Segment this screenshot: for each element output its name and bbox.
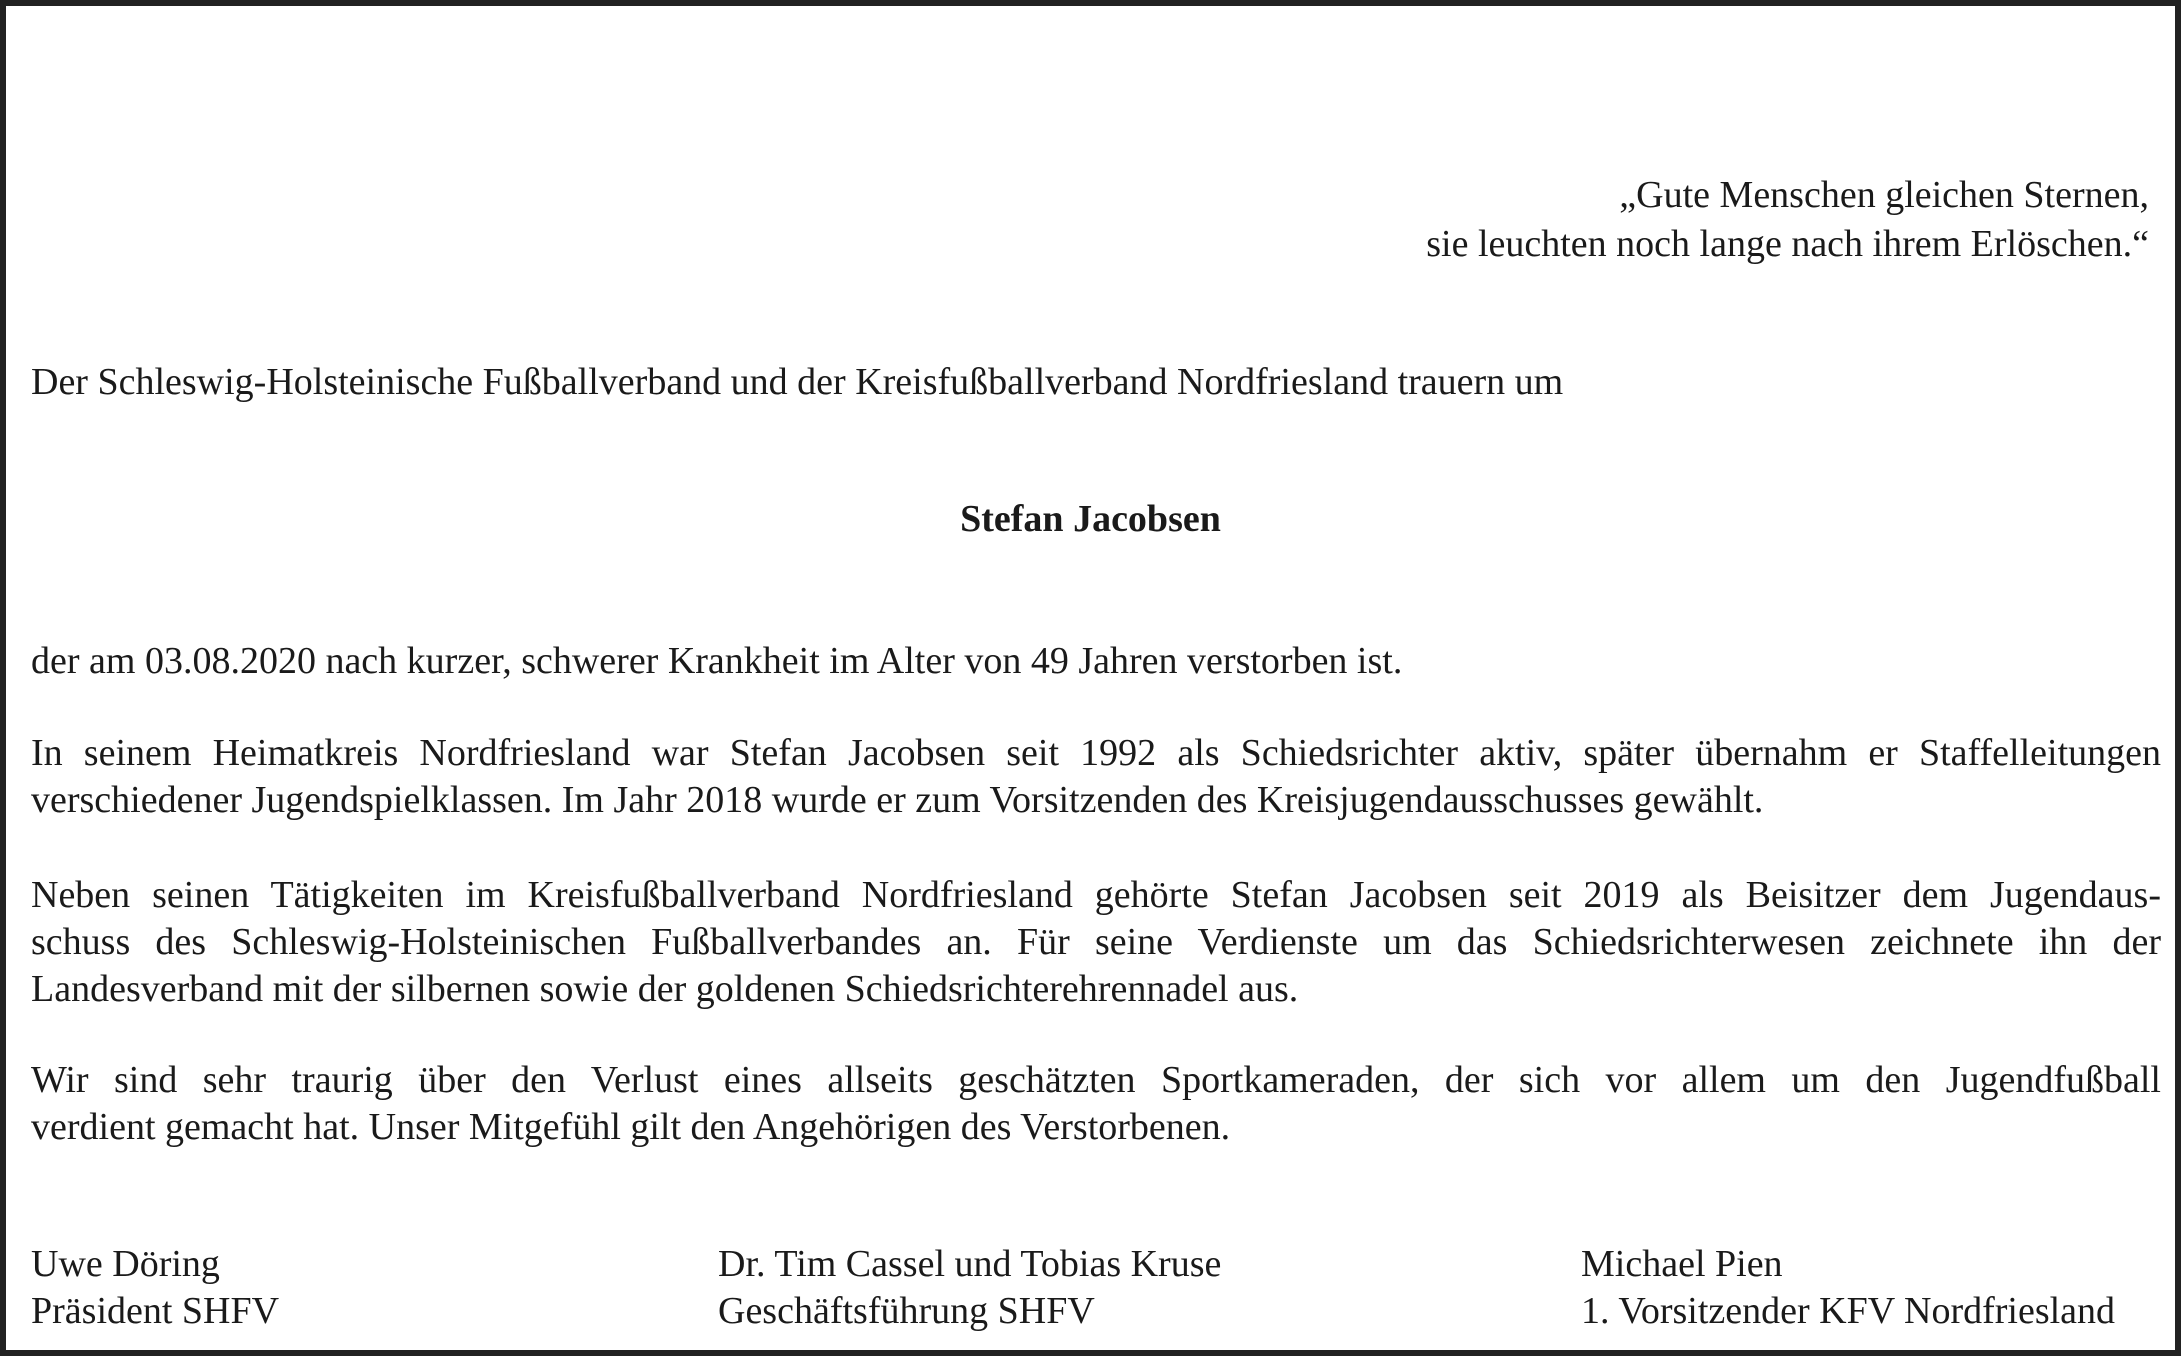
deceased-name: Stefan Jacobsen (960, 498, 1221, 540)
intro-text: Der Schleswig-Holsteinische Fußballverband und der Kreisfußballverband Nordfriesland trauern um (31, 361, 1564, 403)
signatory-role: Geschäftsführung SHFV (718, 1290, 1095, 1332)
paragraph-line: Wir sind sehr traurig über den Verlust eines allseits geschätzten Sportkameraden, der sich vor allem um den Jugendfußball (31, 1059, 2161, 1101)
signatory-name: Uwe Döring (31, 1243, 220, 1285)
death-notice-line: der am 03.08.2020 nach kurzer, schwerer Krankheit im Alter von 49 Jahren verstorben ist. (31, 640, 1403, 682)
quote-line: sie leuchten noch lange nach ihrem Erlöschen.“ (1426, 223, 2149, 265)
paragraph-line: schuss des Schleswig-Holsteinischen Fußballverbandes an. Für seine Verdienste um das Schiedsrichterwesen zeichnete ihn der (31, 921, 2161, 963)
paragraph-line: Landesverband mit der silbernen sowie der goldenen Schiedsrichterehrennadel aus. (31, 968, 1299, 1010)
paragraph-honors (31, 872, 2161, 1013)
quote-line: „Gute Menschen gleichen Sternen, (1619, 174, 2149, 216)
paragraph-career (31, 730, 2161, 824)
signatory-role: Präsident SHFV (31, 1290, 280, 1332)
signature-block (1581, 1241, 2115, 1335)
signature-block (31, 1241, 279, 1335)
paragraph-line: In seinem Heimatkreis Nordfriesland war Stefan Jacobsen seit 1992 als Schiedsrichter aktiv, später übernahm er Staffelleitungen (31, 732, 2161, 774)
signatory-name: Michael Pien (1581, 1243, 1783, 1285)
paragraph-line: verdient gemacht hat. Unser Mitgefühl gilt den Angehörigen des Verstorbenen. (31, 1106, 1231, 1148)
signatory-role: 1. Vorsitzender KFV Nordfriesland (1581, 1290, 2116, 1332)
epigraph-quote (1426, 171, 2149, 269)
paragraph-line: verschiedener Jugendspielklassen. Im Jahr 2018 wurde er zum Vorsitzenden des Kreisjugendausschusses gewählt. (31, 779, 1764, 821)
signature-block (718, 1241, 1221, 1335)
paragraph-condolence (31, 1057, 2161, 1151)
paragraph-line: Neben seinen Tätigkeiten im Kreisfußballverband Nordfriesland gehörte Stefan Jacobsen seit 2019 als Beisitzer dem Jugendaus- (31, 874, 2161, 916)
signatory-name: Dr. Tim Cassel und Tobias Kruse (718, 1243, 1222, 1285)
